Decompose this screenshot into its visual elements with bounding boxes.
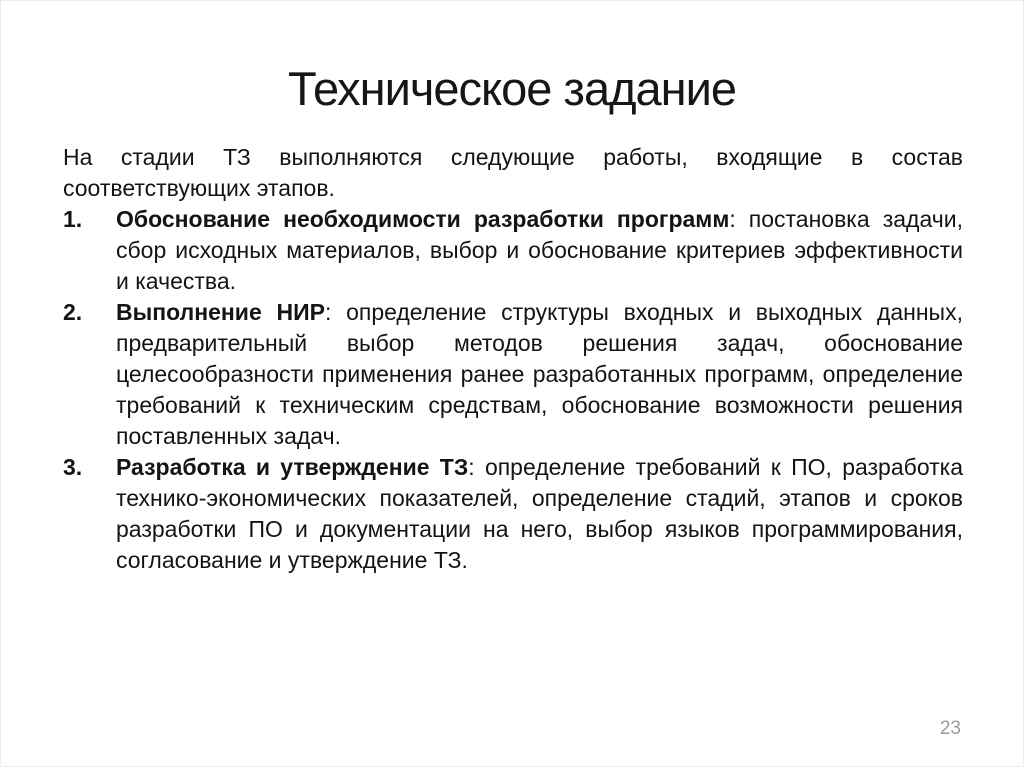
list-item-lead: Разработка и утверждение ТЗ (116, 454, 469, 480)
slide-body (63, 142, 963, 576)
list-item (63, 452, 963, 576)
intro-paragraph: На стадии ТЗ выполняются следующие работы, входящие в состав соответствующих этапов. (63, 144, 963, 201)
list-item-lead: Выполнение НИР (116, 299, 325, 325)
list-item-number: 1. (63, 206, 83, 232)
list-item-text: : постановка задачи, сбор исходных материалов, выбор и обоснование критериев эффективности и качества. (116, 206, 963, 294)
list-item (63, 297, 963, 452)
list-item-number: 2. (63, 299, 83, 325)
numbered-list (63, 204, 963, 576)
list-item (63, 204, 963, 297)
list-item-text: : определение требований к ПО, разработка технико-экономических показателей, определение стадий, этапов и сроков разработки ПО и документации на него, выбор языков программирования, согласование и утверждение ТЗ. (116, 454, 963, 573)
list-item-number: 3. (63, 454, 83, 480)
list-item-lead: Обоснование необходимости разработки программ (116, 206, 730, 232)
list-item-text: : определение структуры входных и выходных данных, предварительный выбор методов решения задач, обоснование целесообразности применения ранее разработанных программ, определение требований к техническим средствам, обоснование возможности решения поставленных задач. (116, 299, 963, 449)
slide-title: Техническое задание (287, 62, 737, 115)
page-number: 23 (939, 718, 961, 739)
